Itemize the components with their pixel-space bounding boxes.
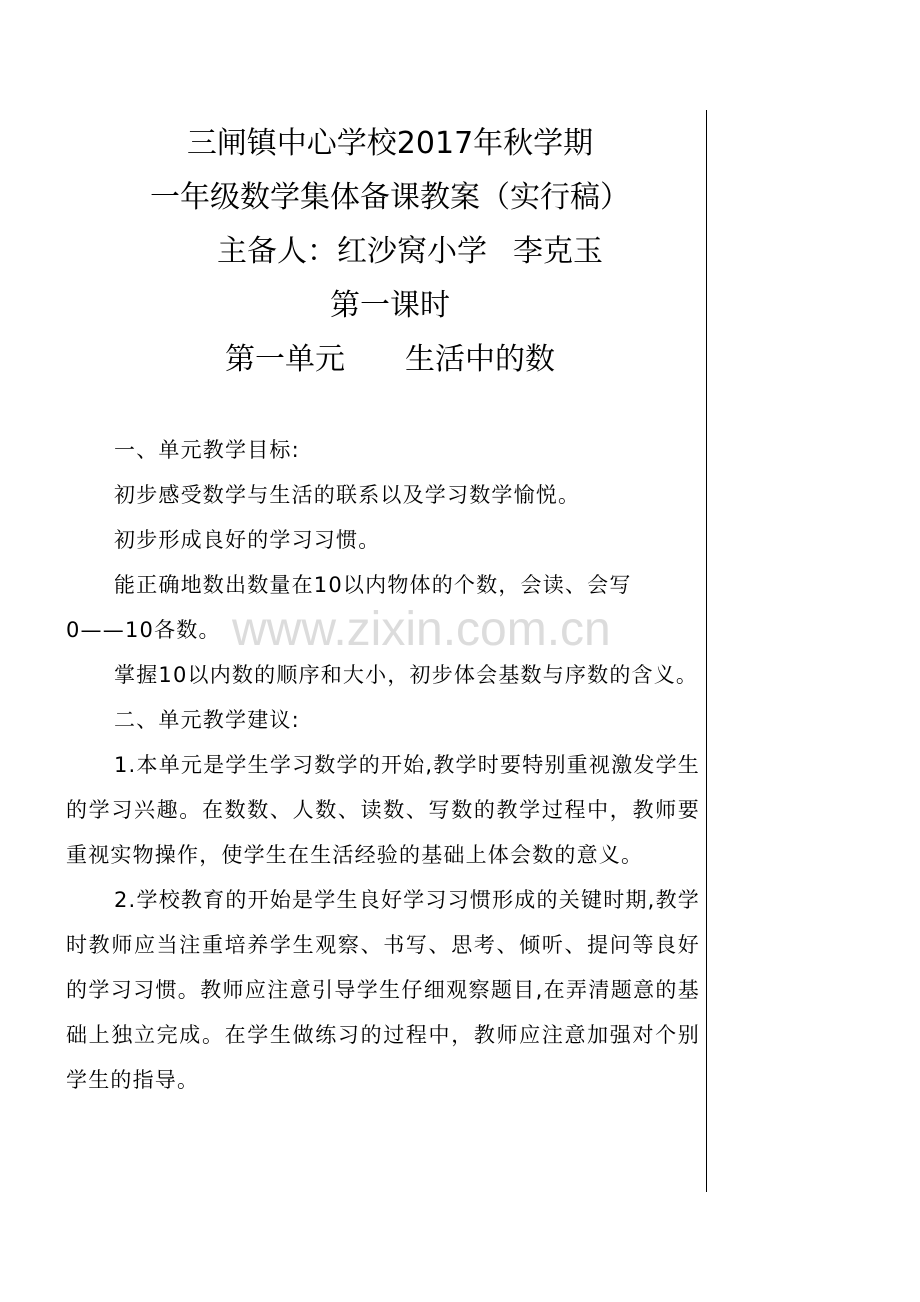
goal-item: 掌握10以内数的顺序和大小，初步体会基数与序数的含义。 [114,663,699,687]
goal-text-cont: 0——10各数。 [66,618,221,642]
suggestion-item: 1.本单元是学生学习数学的开始,教学时要特别重视激发学生的学习兴趣。在数数、人数、读数、写数的教学过程中，教师要重视实物操作，使学生在生活经验的基础上体会数的意义。 [66,753,700,867]
unit-heading [0,340,780,380]
watermark: www.zixin.com.cn [232,603,611,656]
preparer-name: 李克玉 [513,234,603,269]
margin-rule [706,110,707,1192]
section-heading-goals: 一、单元教学目标: [114,438,300,462]
lesson-body [66,428,700,1103]
lesson-period: 第一课时 [330,288,450,323]
unit-topic: 生活中的数 [405,342,555,377]
goal-item: 初步感受数学与生活的联系以及学习数学愉悦。 [114,483,581,507]
lesson-plan-title: 一年级数学集体备课教案（实行稿） [150,180,630,215]
unit-number: 第一单元 [225,342,345,377]
school-term-title: 三闸镇中心学校2017年秋学期 [186,126,594,161]
section-heading-suggestions: 二、单元教学建议: [114,708,300,732]
goal-item [66,563,700,653]
preparer-line [20,232,800,272]
preparer-label: 主备人：红沙窝小学 [217,234,487,269]
suggestion-item: 2.学校教育的开始是学生良好学习习惯形成的关键时期,教学时教师应当注重培养学生观察、书写、思考、倾听、提问等良好的学习习惯。教师应注意引导学生仔细观察题目,在弄清题意的基础上独立完成。在学生做练习的过程中，教师应注意加强对个别学生的指导。 [66,888,700,1092]
goal-item: 初步形成良好的学习习惯。 [114,528,381,552]
goal-text: 能正确地数出数量在10以内物体的个数，会读、会写 [114,573,632,597]
